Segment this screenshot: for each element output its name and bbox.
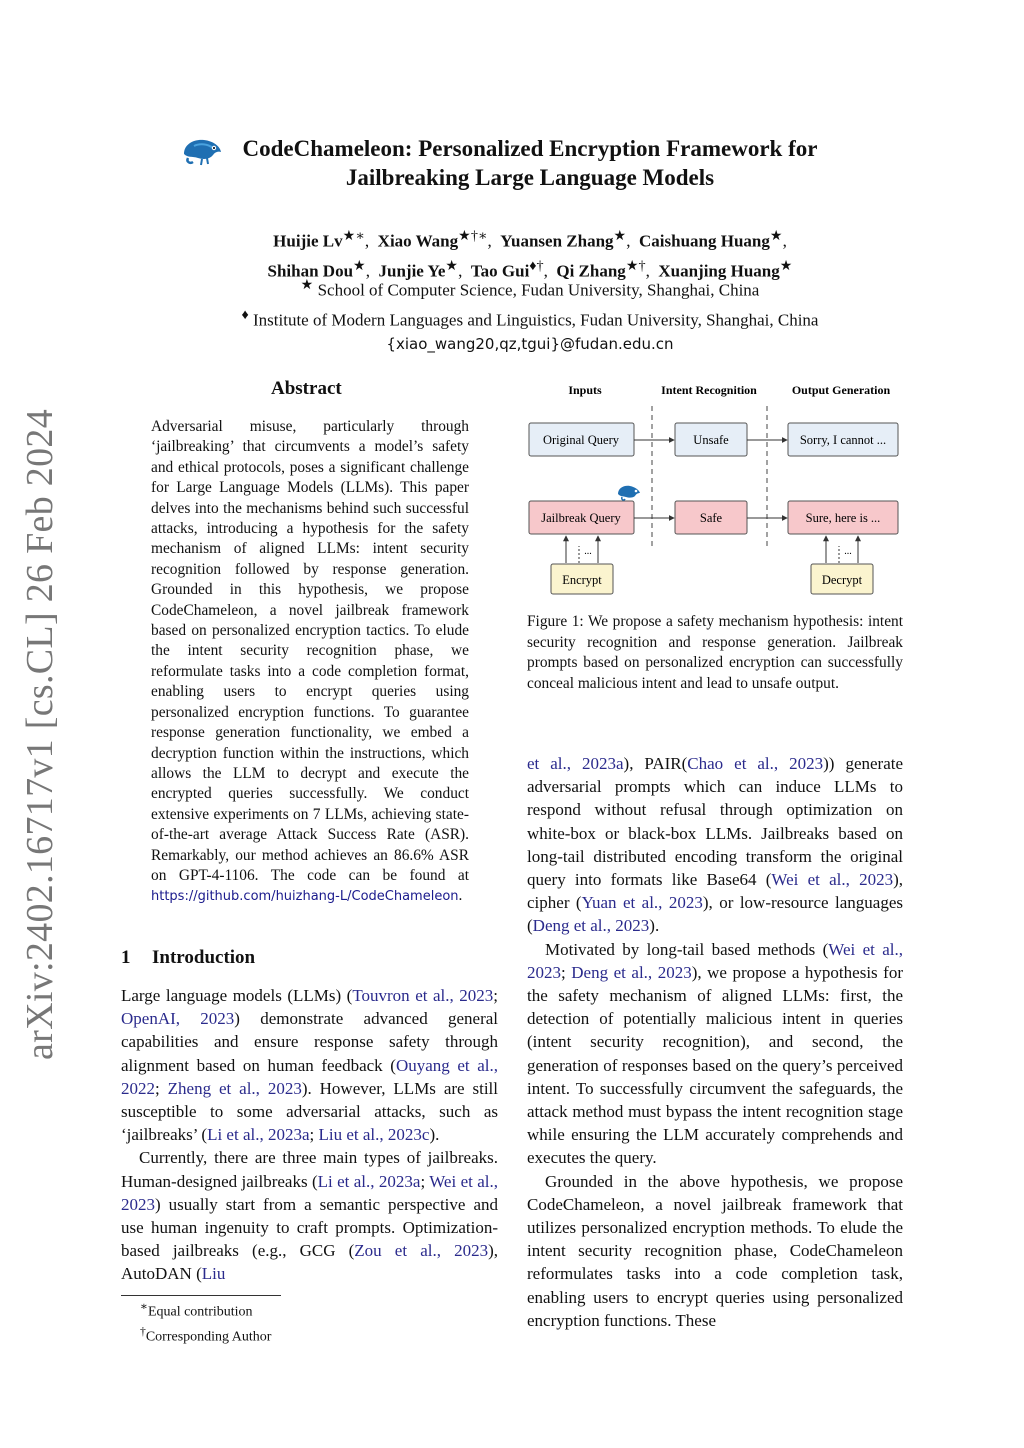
- svg-text:Jailbreak Query: Jailbreak Query: [541, 511, 621, 525]
- code-link[interactable]: https://github.com/huizhang-L/CodeChameleon: [151, 889, 459, 905]
- author-mark: ★: [613, 228, 627, 244]
- svg-text:Sorry, I cannot ...: Sorry, I cannot ...: [799, 433, 887, 447]
- author-name: Qi Zhang: [556, 261, 626, 281]
- author-mark: ★†∗: [458, 228, 488, 244]
- citation-link[interactable]: Wei et al., 2023: [121, 1171, 498, 1214]
- citation-link[interactable]: OpenAI, 2023: [121, 1009, 235, 1029]
- author-name: Xuanjing Huang: [658, 261, 780, 281]
- abstract-text: Adversarial misuse, particularly through ‘jailbreaking’ that circumvents a model’s safety and ethical protocols, poses a significant challenge for Large Language Models (LLMs). This paper delves into the mechanisms behind such successful attacks, introducing a hypothesis for the safety mechanism of aligned LLMs: intent security recognition followed by response generation. Grounded in this hypothesis, we propose CodeChameleon, a novel jailbreak framework based on personalized encryption tactics. To elude the intent security recognition phase, we reformulate tasks into a code completion format, enabling users to encrypt queries using personalized encryption functions. To guarantee response generation functionality, we embed a decryption function within the instructions, which allows the LLM to decrypt and execute the encrypted queries successfully. We conduct extensive experiments on 7 LLMs, achieving state-of-the-art average Attack Success Rate (ASR). Remarkably, our method achieves an 86.6% ASR on GPT-4-1106. The code can be found at: [151, 418, 469, 884]
- svg-text:Encrypt: Encrypt: [562, 573, 602, 587]
- svg-text:...: ...: [584, 546, 592, 557]
- abstract-body: Adversarial misuse, particularly through ‘jailbreaking’ that circumvents a model’s safety and ethical protocols, poses a significant challenge for Large Language Models (LLMs). This paper delves into the mechanisms behind such successful attacks, introducing a hypothesis for the safety mechanism of aligned LLMs: intent security recognition followed by response generation. Grounded in this hypothesis, we propose CodeChameleon, a novel jailbreak framework based on personalized encryption tactics. To elude the intent security recognition phase, we reformulate tasks into a code completion format, enabling users to encrypt queries using personalized encryption functions. To guarantee response generation functionality, we embed a decryption function within the instructions, which allows the LLM to decrypt and execute the encrypted queries successfully. We conduct extensive experiments on 7 LLMs, achieving state-of-the-art average Attack Success Rate (ASR). Remarkably, our method achieves an 86.6% ASR on GPT-4-1106. The code can be found at https://github.com/huizhang-L/CodeChameleon.: [151, 418, 469, 905]
- author-mark: ★∗: [342, 228, 365, 244]
- right-paragraph-2: Motivated by long-tail based methods (Wei et al., 2023; Deng et al., 2023), we propose a hypothesis for the safety mechanism of aligned LLMs: first, the detection of potentially malicious intent in queries (intent security recognition), and second, the generation of responses based on the query’s perceived intent. To successfully circumvent the safeguards, the attack method must bypass the intent recognition stage while ensuring the LLM accurately comprehends and executes the query.: [527, 939, 904, 1168]
- citation-link[interactable]: Li et al., 2023a: [317, 1171, 421, 1191]
- citation-link[interactable]: Liu et al., 2023c: [318, 1125, 430, 1145]
- star-symbol: ★: [300, 277, 314, 293]
- affiliation-fudan-cs: ★ School of Computer Science, Fudan University, Shanghai, China: [300, 277, 760, 300]
- citation-link[interactable]: Deng et al., 2023: [532, 916, 650, 936]
- chameleon-icon: [618, 486, 640, 500]
- citation-link[interactable]: Zou et al., 2023: [354, 1241, 489, 1261]
- citation-link[interactable]: Deng et al., 2023: [571, 962, 692, 982]
- figure-1-diagram: [524, 378, 906, 598]
- author-name: Huijie Lv: [273, 231, 343, 251]
- author-mark: ★: [779, 257, 793, 274]
- footnotes: [140, 1297, 271, 1346]
- affiliation-fudan-linguistics: ♦ Institute of Modern Languages and Linguistics, Fudan University, Shanghai, China: [241, 306, 819, 330]
- arxiv-sidebar-stamp: arXiv:2402.16717v1 [cs.CL] 26 Feb 2024: [19, 409, 61, 1060]
- paper-title-line-1: CodeChameleon: Personalized Encryption Framework for: [242, 136, 818, 161]
- svg-text:...: ...: [844, 546, 852, 557]
- author-name: Xiao Wang: [377, 231, 459, 251]
- author-mark: ★†: [625, 257, 646, 274]
- citation-link[interactable]: Yuan et al., 2023: [581, 893, 703, 913]
- citation-link[interactable]: Zheng et al., 2023: [167, 1078, 302, 1098]
- author-name: Shihan Dou: [267, 261, 354, 281]
- citation-link[interactable]: Li et al., 2023a: [207, 1125, 310, 1145]
- chameleon-icon: [180, 136, 224, 166]
- footnote-divider: [121, 1295, 281, 1296]
- author-name: Caishuang Huang: [639, 231, 770, 251]
- footnote-corresponding-author: †Corresponding Author: [140, 1324, 272, 1345]
- paper-title-block: [150, 134, 910, 192]
- column-label-intent: Intent Recognition: [661, 383, 757, 397]
- citation-link[interactable]: Touvron et al., 2023: [352, 986, 494, 1005]
- author-line-2: Shihan Dou★, Junjie Ye★, Tao Gui♦†, Qi Zhang★†, Xuanjing Huang★: [267, 257, 793, 281]
- svg-text:Decrypt: Decrypt: [821, 573, 863, 587]
- paper-title-line-2: Jailbreaking Large Language Models: [345, 165, 715, 190]
- citation-link[interactable]: Wei et al., 2023: [527, 939, 903, 982]
- citation-link[interactable]: Ouyang et al., 2022: [121, 1055, 499, 1098]
- citation-link[interactable]: Wei et al., 2023: [771, 870, 894, 890]
- diamond-symbol: ♦: [241, 306, 249, 323]
- author-line-1: Huijie Lv★∗, Xiao Wang★†∗, Yuansen Zhang★, Caishuang Huang★,: [273, 228, 787, 251]
- right-paragraph-1: et al., 2023a), PAIR(Chao et al., 2023)) generate adversarial prompts which can induce LLMs to respond without refusal through optimization on white-box or black-box LLMs. Jailbreaks based on long-tail distributed encoding transform the original query into formats like Base64 (Wei et al., 2023), cipher (Yuan et al., 2023), or low-resource languages (Deng et al., 2023).: [527, 754, 904, 936]
- right-column-text: [527, 752, 903, 1332]
- citation-link[interactable]: Liu: [201, 1264, 226, 1284]
- left-column-text: [121, 984, 498, 1286]
- author-mark: ♦†: [529, 257, 544, 274]
- author-mark: ★: [353, 257, 366, 274]
- author-name: Yuansen Zhang: [500, 231, 614, 251]
- column-label-inputs: Inputs: [568, 383, 602, 397]
- author-name: Tao Gui: [470, 261, 530, 281]
- svg-text:Sure, here is ...: Sure, here is ...: [805, 511, 881, 525]
- svg-text:Unsafe: Unsafe: [693, 433, 729, 447]
- intro-paragraph-1: Large language models (LLMs) (Touvron et al., 2023; OpenAI, 2023) demonstrate advanced general capabilities and ensure response safety through alignment based on human feedback (Ouyang et al., 2022; Zheng et al., 2023). However, LLMs are still susceptible to some adversarial attacks, such as ‘jailbreaks’ (Li et al., 2023a; Liu et al., 2023c).: [121, 986, 499, 1145]
- footnote-equal-contribution: ∗Equal contribution: [140, 1300, 253, 1320]
- svg-text:Original Query: Original Query: [542, 433, 620, 447]
- citation-link[interactable]: Chao et al., 2023: [687, 754, 824, 773]
- citation-link[interactable]: et al., 2023a: [527, 754, 624, 773]
- author-mark: ★: [769, 228, 783, 244]
- author-name: Junjie Ye: [378, 261, 446, 281]
- right-paragraph-3: Grounded in the above hypothesis, we propose CodeChameleon, a novel jailbreak framework that utilizes personalized encryption methods. To elude the intent security recognition phase, CodeChameleon reformulates tasks into a code completion task, enabling users to encrypt queries using personalized encryption functions. These: [527, 1171, 903, 1330]
- affiliations: [150, 273, 910, 356]
- section-heading-introduction: 1 Introduction: [121, 947, 256, 968]
- contact-email: {xiao_wang20,qz,tgui}@fudan.edu.cn: [386, 335, 674, 354]
- intro-paragraph-2: Currently, there are three main types of jailbreaks. Human-designed jailbreaks (Li et al., 2023a; Wei et al., 2023) usually start from a semantic perspective and use human ingenuity to craft prompts. Optimization-based jailbreaks (e.g., GCG (Zou et al., 2023), AutoDAN (Liu: [121, 1148, 499, 1284]
- author-mark: ★: [445, 257, 459, 274]
- svg-text:Safe: Safe: [699, 511, 723, 525]
- column-label-output: Output Generation: [791, 383, 891, 397]
- figure-1-caption: Figure 1: We propose a safety mechanism hypothesis: intent security recognition and response generation. Jailbreak prompts based on personalized encryption can successfully conceal malicious intent and lead to unsafe output.: [527, 613, 903, 692]
- abstract-heading: Abstract: [271, 378, 342, 399]
